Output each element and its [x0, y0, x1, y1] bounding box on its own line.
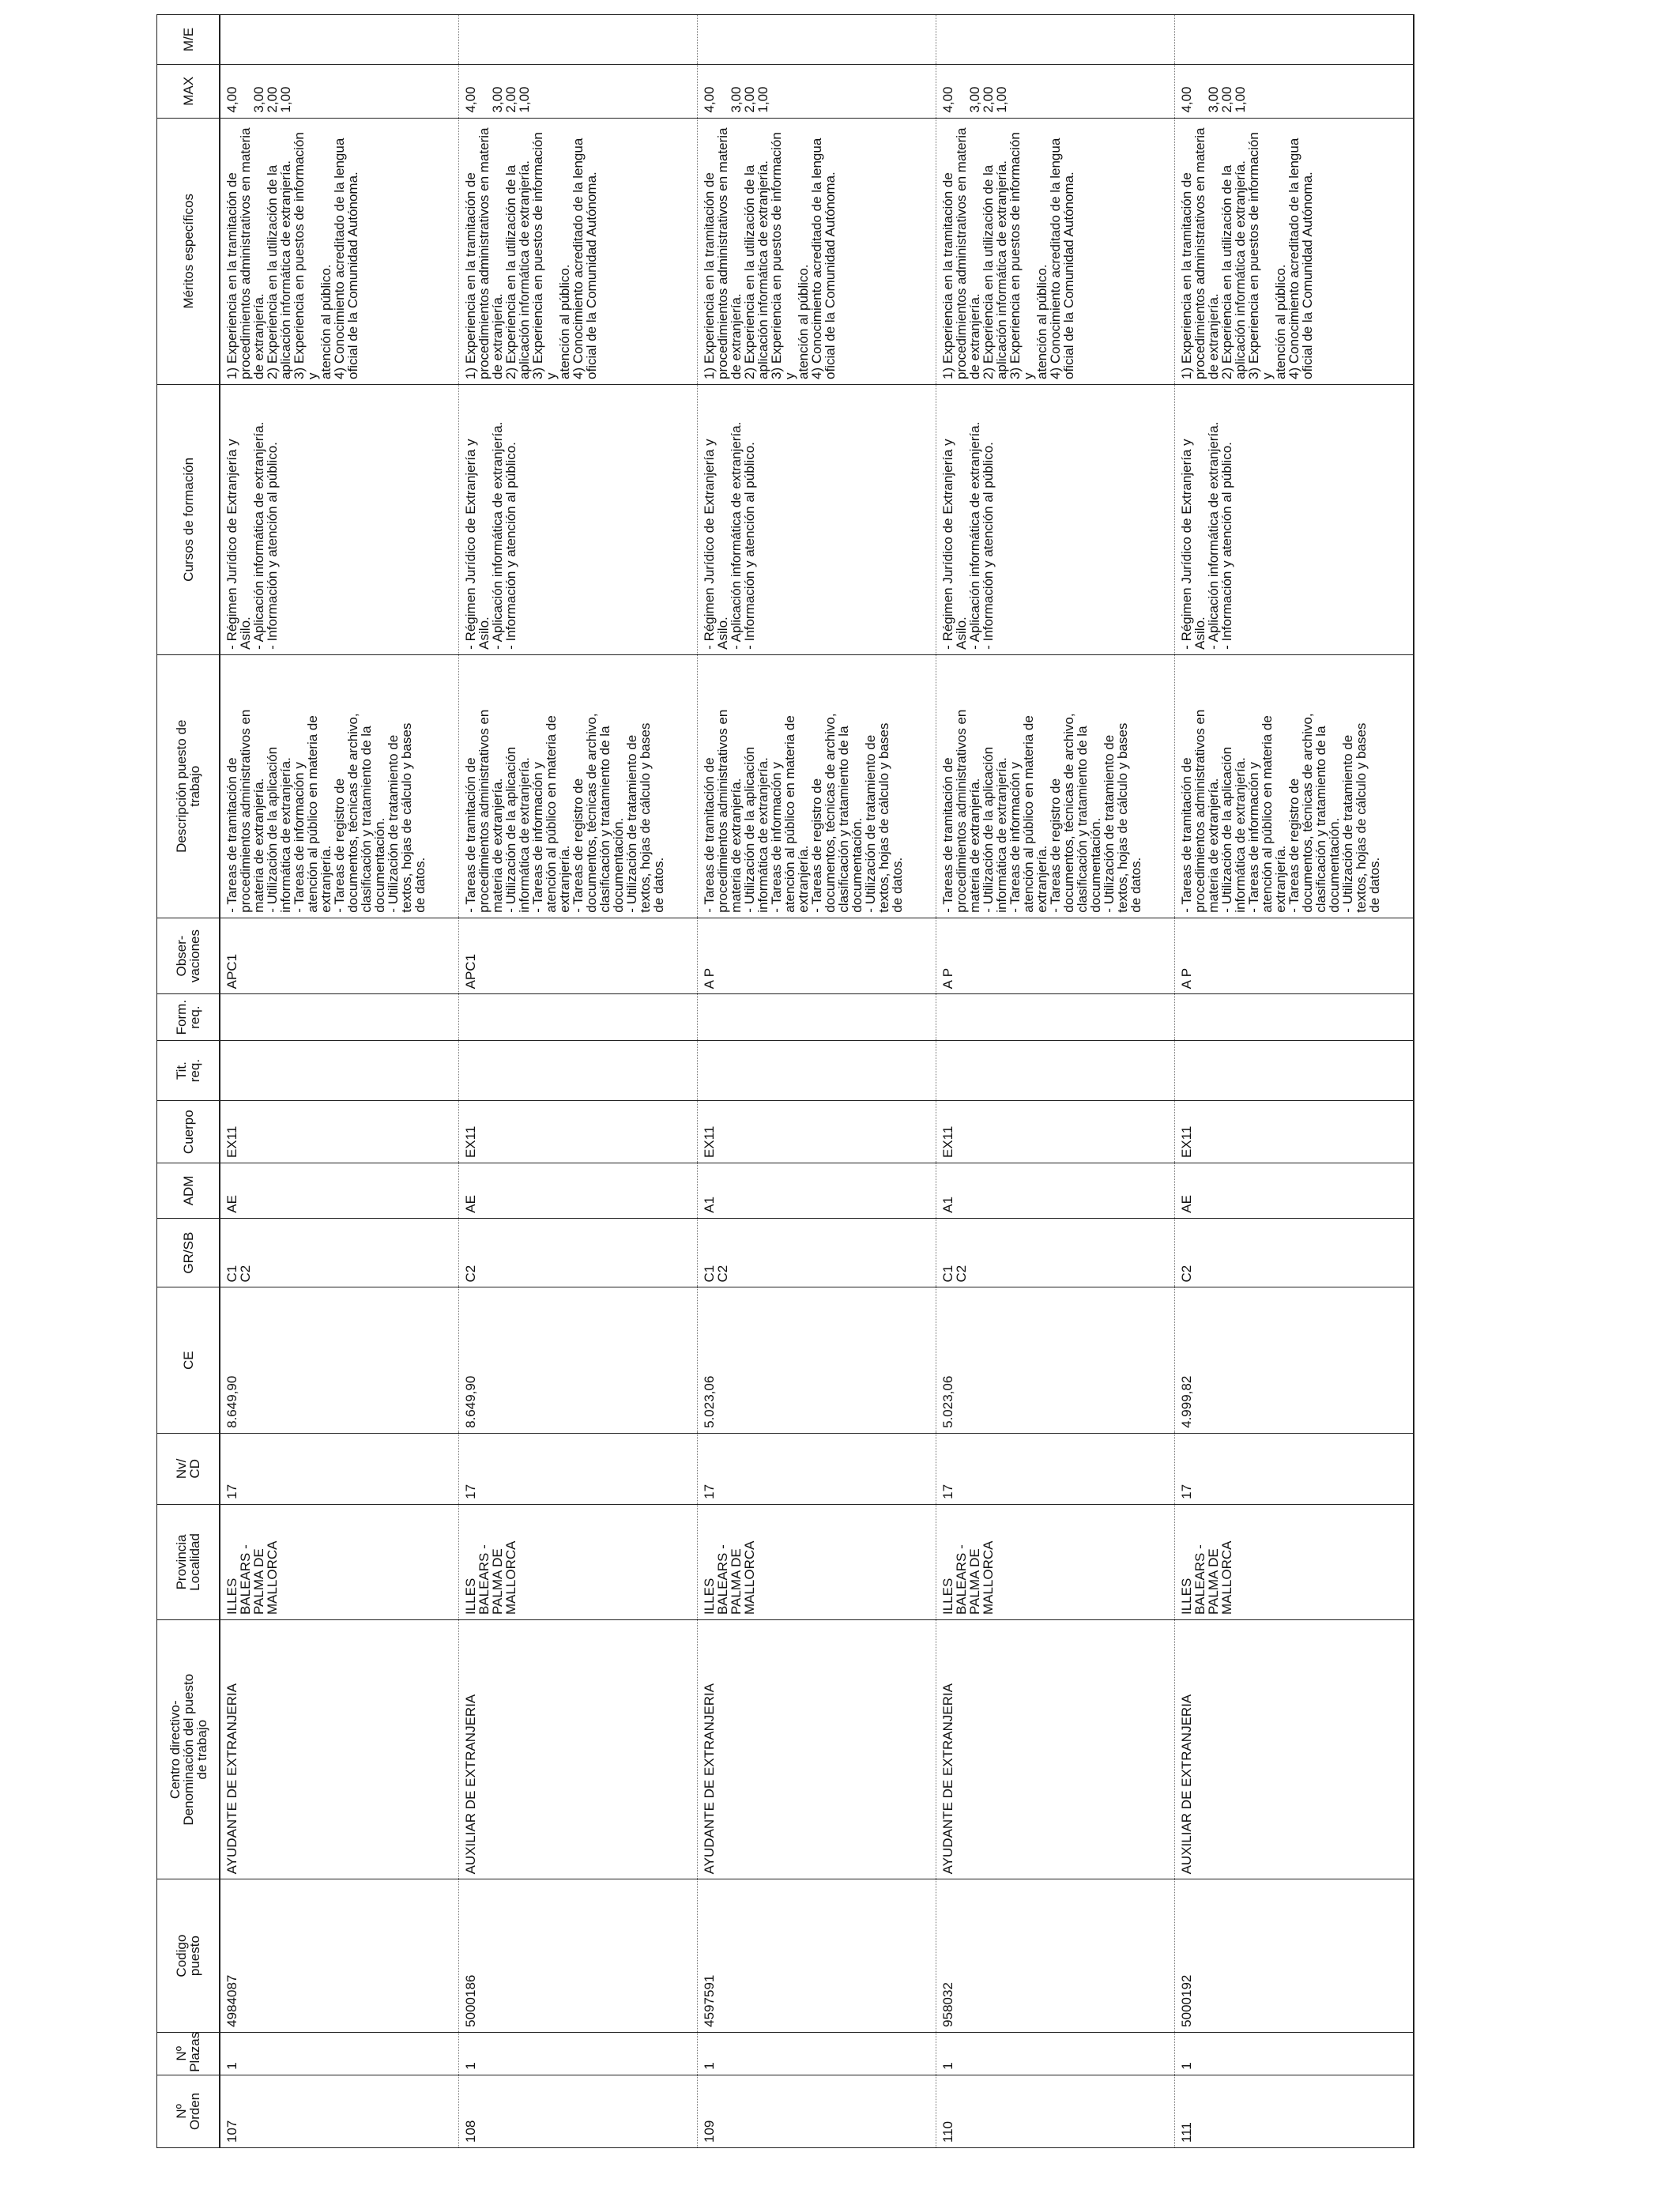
nivel-cell: 17	[936, 1433, 1175, 1504]
ce-cell: 8.649,90	[459, 1287, 698, 1433]
cursos-cell: - Régimen Jurídico de Extranjería y Asilo. - Aplicación informática de extranjería. - Información y atención al público.	[936, 384, 1175, 654]
adm-cell: AE	[459, 1163, 698, 1219]
formacion-cell	[936, 994, 1175, 1040]
meritos-cell: 1) Experiencia en la tramitación de procedimientos administrativos en materia de extranjería. 2) Experiencia en la utilización de la aplicación informática de extranjería. 3) Experiencia en puestos de información y atención al público. 4) Conocimiento acreditado de la lengua oficial de la Comunidad Autónoma.	[698, 118, 936, 384]
grupo-cell: C2	[1175, 1218, 1414, 1287]
table-row	[220, 15, 459, 2148]
denominacion-cell: AYUDANTE DE EXTRANJERIA	[698, 1620, 936, 1879]
table-row	[936, 15, 1175, 2148]
grupo-cell: C1 C2	[936, 1218, 1175, 1287]
max-value: 3,00	[251, 86, 266, 113]
titulacion-cell	[459, 1040, 698, 1100]
job-positions-table	[156, 14, 1414, 2148]
max-value: 3,00	[729, 86, 744, 113]
codigo-cell: 4984087	[220, 1879, 459, 2032]
header-cursos: Cursos de formación	[157, 384, 220, 654]
me-cell	[459, 15, 698, 65]
header-nivel: Nv/ CD	[157, 1433, 220, 1504]
header-formacion: Form. req.	[157, 994, 220, 1040]
header-orden: Nº Orden	[157, 2075, 220, 2147]
titulacion-cell	[698, 1040, 936, 1100]
max-value: 4,00	[224, 86, 239, 113]
adm-cell: AE	[220, 1163, 459, 1219]
formacion-cell	[220, 994, 459, 1040]
nivel-cell: 17	[220, 1433, 459, 1504]
meritos-cell: 1) Experiencia en la tramitación de procedimientos administrativos en materia de extranjería. 2) Experiencia en la utilización de la aplicación informática de extranjería. 3) Experiencia en puestos de información y atención al público. 4) Conocimiento acreditado de la lengua oficial de la Comunidad Autónoma.	[459, 118, 698, 384]
titulacion-cell	[220, 1040, 459, 1100]
meritos-cell: 1) Experiencia en la tramitación de procedimientos administrativos en materia de extranjería. 2) Experiencia en la utilización de la aplicación informática de extranjería. 3) Experiencia en puestos de información y atención al público. 4) Conocimiento acreditado de la lengua oficial de la Comunidad Autónoma.	[936, 118, 1175, 384]
max-value: 1,00	[1233, 86, 1248, 113]
ce-cell: 5.023,06	[936, 1287, 1175, 1433]
denominacion-cell: AUXILIAR DE EXTRANJERIA	[459, 1620, 698, 1879]
rotated-page	[156, 14, 1595, 2148]
cuerpo-cell: EX11	[1175, 1101, 1414, 1163]
table-row	[1175, 15, 1414, 2148]
plazas-cell: 1	[220, 2032, 459, 2075]
me-cell	[698, 15, 936, 65]
max-value: 4,00	[1179, 86, 1194, 113]
plazas-cell: 1	[1175, 2032, 1414, 2075]
ce-cell: 4.999,82	[1175, 1287, 1414, 1433]
denominacion-cell: AYUDANTE DE EXTRANJERIA	[936, 1620, 1175, 1879]
max-value	[239, 70, 252, 112]
header-max: MAX	[157, 65, 220, 118]
titulacion-cell	[936, 1040, 1175, 1100]
header-adm: ADM	[157, 1163, 220, 1219]
cuerpo-cell: EX11	[936, 1101, 1175, 1163]
me-cell	[1175, 15, 1414, 65]
cursos-cell: - Régimen Jurídico de Extranjería y Asilo. - Aplicación informática de extranjería. - Información y atención al público.	[1175, 384, 1414, 654]
header-descripcion: Descripción puesto de trabajo	[157, 654, 220, 918]
max-value: 2,00	[503, 86, 518, 113]
header-meritos: Méritos específicos	[157, 118, 220, 384]
orden-cell: 107	[220, 2075, 459, 2147]
header-codigo: Codigo puesto	[157, 1879, 220, 2032]
adm-cell: A1	[936, 1163, 1175, 1219]
cuerpo-cell: EX11	[698, 1101, 936, 1163]
max-value: 1,00	[994, 86, 1009, 113]
codigo-cell: 5000192	[1175, 1879, 1414, 2032]
me-cell	[936, 15, 1175, 65]
header-observaciones: Obser- vaciones	[157, 918, 220, 994]
meritos-cell: 1) Experiencia en la tramitación de procedimientos administrativos en materia de extranjería. 2) Experiencia en la utilización de la aplicación informática de extranjería. 3) Experiencia en puestos de información y atención al público. 4) Conocimiento acreditado de la lengua oficial de la Comunidad Autónoma.	[220, 118, 459, 384]
provincia-cell: ILLES BALEARS - PALMA DE MALLORCA	[936, 1504, 1175, 1619]
formacion-cell	[459, 994, 698, 1040]
descripcion-cell: - Tareas de tramitación de procedimientos administrativos en materia de extranjería. - Utilización de la aplicación informática de extranjería. - Tareas de información y atención al público en materia de extranjería. - Tareas de registro de documentos, técnicas de archivo, clasificación y tratamiento de la documentación. - Utilización de tratamiento de textos, hojas de cálculo y bases de datos.	[936, 654, 1175, 918]
orden-cell: 110	[936, 2075, 1175, 2147]
formacion-cell	[698, 994, 936, 1040]
max-value: 2,00	[981, 86, 996, 113]
descripcion-cell: - Tareas de tramitación de procedimientos administrativos en materia de extranjería. - Utilización de la aplicación informática de extranjería. - Tareas de información y atención al público en materia de extranjería. - Tareas de registro de documentos, técnicas de archivo, clasificación y tratamiento de la documentación. - Utilización de tratamiento de textos, hojas de cálculo y bases de datos.	[698, 654, 936, 918]
table-row	[698, 15, 936, 2148]
header-ce: CE	[157, 1287, 220, 1433]
denominacion-cell: AYUDANTE DE EXTRANJERIA	[220, 1620, 459, 1879]
max-cell	[936, 65, 1175, 118]
max-value: 1,00	[278, 86, 293, 113]
denominacion-cell: AUXILIAR DE EXTRANJERIA	[1175, 1620, 1414, 1879]
max-value: 2,00	[742, 86, 757, 113]
max-value: 4,00	[940, 86, 955, 113]
titulacion-cell	[1175, 1040, 1414, 1100]
orden-cell: 108	[459, 2075, 698, 2147]
nivel-cell: 17	[1175, 1433, 1414, 1504]
descripcion-cell: - Tareas de tramitación de procedimientos administrativos en materia de extranjería. - Utilización de la aplicación informática de extranjería. - Tareas de información y atención al público en materia de extranjería. - Tareas de registro de documentos, técnicas de archivo, clasificación y tratamiento de la documentación. - Utilización de tratamiento de textos, hojas de cálculo y bases de datos.	[459, 654, 698, 918]
provincia-cell: ILLES BALEARS - PALMA DE MALLORCA	[220, 1504, 459, 1619]
cursos-cell: - Régimen Jurídico de Extranjería y Asilo. - Aplicación informática de extranjería. - Información y atención al público.	[459, 384, 698, 654]
max-value: 2,00	[265, 86, 280, 113]
nivel-cell: 17	[698, 1433, 936, 1504]
adm-cell: A1	[698, 1163, 936, 1219]
max-value	[1193, 70, 1207, 112]
max-cell	[1175, 65, 1414, 118]
me-cell	[220, 15, 459, 65]
header-provincia: Provincia Localidad	[157, 1504, 220, 1619]
grupo-cell: C1 C2	[220, 1218, 459, 1287]
provincia-cell: ILLES BALEARS - PALMA DE MALLORCA	[698, 1504, 936, 1619]
cursos-cell: - Régimen Jurídico de Extranjería y Asilo. - Aplicación informática de extranjería. - Información y atención al público.	[698, 384, 936, 654]
formacion-cell	[1175, 994, 1414, 1040]
header-me: M/E	[157, 15, 220, 65]
max-value: 3,00	[967, 86, 982, 113]
max-value	[477, 70, 491, 112]
max-value	[716, 70, 729, 112]
orden-cell: 109	[698, 2075, 936, 2147]
max-cell	[459, 65, 698, 118]
plazas-cell: 1	[459, 2032, 698, 2075]
max-value: 4,00	[463, 86, 478, 113]
max-value: 1,00	[517, 86, 532, 113]
max-value: 2,00	[1219, 86, 1234, 113]
observaciones-cell: A P	[1175, 918, 1414, 994]
provincia-cell: ILLES BALEARS - PALMA DE MALLORCA	[459, 1504, 698, 1619]
header-cuerpo: Cuerpo	[157, 1101, 220, 1163]
plazas-cell: 1	[936, 2032, 1175, 2075]
plazas-cell: 1	[698, 2032, 936, 2075]
grupo-cell: C1 C2	[698, 1218, 936, 1287]
max-value: 3,00	[490, 86, 505, 113]
adm-cell: AE	[1175, 1163, 1414, 1219]
observaciones-cell: A P	[698, 918, 936, 994]
meritos-cell: 1) Experiencia en la tramitación de procedimientos administrativos en materia de extranjería. 2) Experiencia en la utilización de la aplicación informática de extranjería. 3) Experiencia en puestos de información y atención al público. 4) Conocimiento acreditado de la lengua oficial de la Comunidad Autónoma.	[1175, 118, 1414, 384]
descripcion-cell: - Tareas de tramitación de procedimientos administrativos en materia de extranjería. - Utilización de la aplicación informática de extranjería. - Tareas de información y atención al público en materia de extranjería. - Tareas de registro de documentos, técnicas de archivo, clasificación y tratamiento de la documentación. - Utilización de tratamiento de textos, hojas de cálculo y bases de datos.	[220, 654, 459, 918]
observaciones-cell: APC1	[459, 918, 698, 994]
orden-cell: 111	[1175, 2075, 1414, 2147]
grupo-cell: C2	[459, 1218, 698, 1287]
codigo-cell: 958032	[936, 1879, 1175, 2032]
header-plazas: Nº Plazas	[157, 2032, 220, 2075]
header-titulacion: Tit. req.	[157, 1040, 220, 1100]
table-row	[459, 15, 698, 2148]
observaciones-cell: A P	[936, 918, 1175, 994]
codigo-cell: 5000186	[459, 1879, 698, 2032]
max-cell	[698, 65, 936, 118]
max-value	[955, 70, 968, 112]
ce-cell: 5.023,06	[698, 1287, 936, 1433]
descripcion-cell: - Tareas de tramitación de procedimientos administrativos en materia de extranjería. - Utilización de la aplicación informática de extranjería. - Tareas de información y atención al público en materia de extranjería. - Tareas de registro de documentos, técnicas de archivo, clasificación y tratamiento de la documentación. - Utilización de tratamiento de textos, hojas de cálculo y bases de datos.	[1175, 654, 1414, 918]
nivel-cell: 17	[459, 1433, 698, 1504]
max-value: 4,00	[702, 86, 717, 113]
header-grupo: GR/SB	[157, 1218, 220, 1287]
cuerpo-cell: EX11	[220, 1101, 459, 1163]
provincia-cell: ILLES BALEARS - PALMA DE MALLORCA	[1175, 1504, 1414, 1619]
max-value: 1,00	[755, 86, 770, 113]
header-row	[157, 15, 220, 2148]
cuerpo-cell: EX11	[459, 1101, 698, 1163]
max-value: 3,00	[1206, 86, 1221, 113]
observaciones-cell: APC1	[220, 918, 459, 994]
codigo-cell: 4597591	[698, 1879, 936, 2032]
cursos-cell: - Régimen Jurídico de Extranjería y Asilo. - Aplicación informática de extranjería. - Información y atención al público.	[220, 384, 459, 654]
max-cell	[220, 65, 459, 118]
header-centro: Centro directivo- Denominación del puesto de trabajo	[157, 1620, 220, 1879]
ce-cell: 8.649,90	[220, 1287, 459, 1433]
